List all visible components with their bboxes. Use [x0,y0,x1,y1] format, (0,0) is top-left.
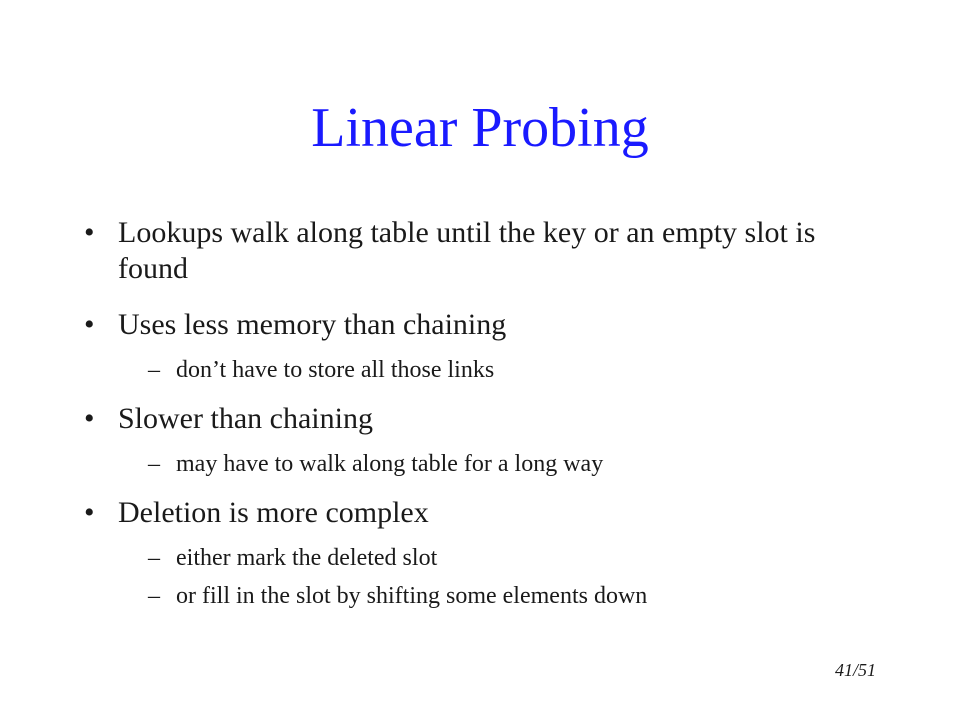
bullet-item [84,215,818,287]
bullet-group-2 [84,307,884,385]
bullet-group-1 [84,215,884,287]
sub-bullet-text: or fill in the slot by shifting some elements down [176,583,648,609]
sub-bullet-dash: – [148,583,160,609]
sub-bullet-text: either mark the deleted slot [176,545,438,571]
bullet-text: Lookups walk along table until the key or an empty slot is found [118,216,816,285]
bullet-text: Deletion is more complex [118,496,429,529]
bullet-text: Slower than chaining [118,402,373,435]
sub-bullet-dash: – [148,451,160,477]
bullet-group-4 [84,495,884,611]
bullet-dot: • [84,308,95,341]
slide-body [84,215,884,627]
sub-bullet-item [84,581,884,611]
sub-bullet-text: don’t have to store all those links [176,357,495,383]
bullet-dot: • [84,216,95,249]
bullet-dot: • [84,402,95,435]
bullet-item [84,401,884,437]
bullet-group-3 [84,401,884,479]
bullet-item [84,495,884,531]
sub-bullet-item [84,355,884,385]
sub-bullet-dash: – [148,545,160,571]
bullet-text: Uses less memory than chaining [118,308,507,341]
sub-bullet-item [84,543,884,573]
sub-bullet-text: may have to walk along table for a long way [176,451,604,477]
page-number: 41/51 [834,660,876,680]
slide-title: Linear Probing [311,97,649,159]
bullet-dot: • [84,496,95,529]
bullet-item [84,307,884,343]
sub-bullet-dash: – [148,357,160,383]
sub-bullet-item [84,449,884,479]
